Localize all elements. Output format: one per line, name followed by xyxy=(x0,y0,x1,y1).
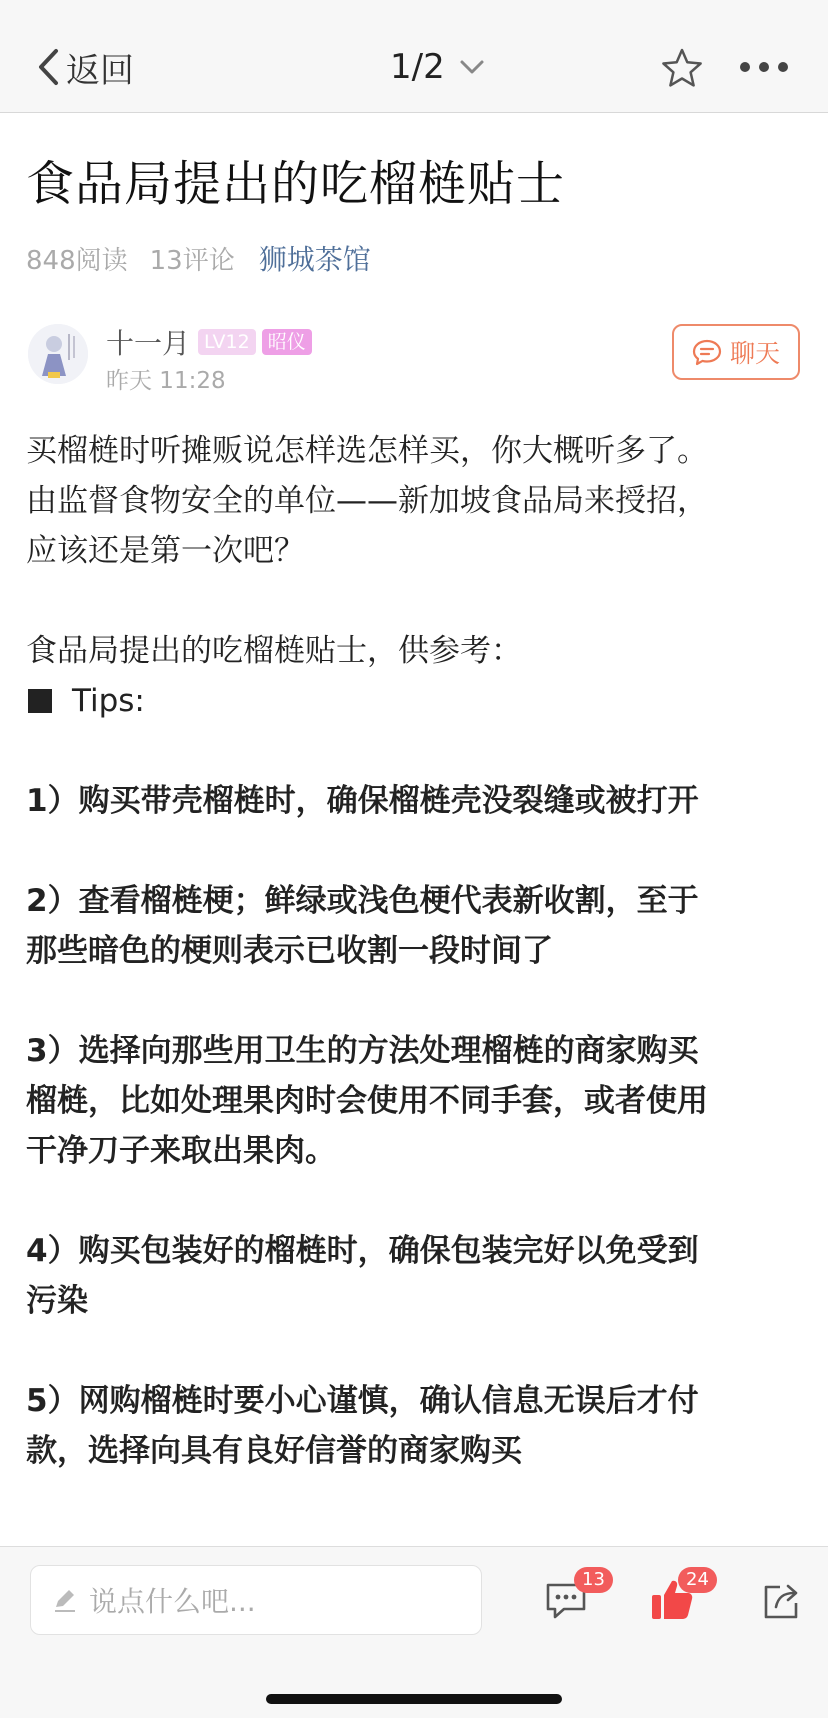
tips-label: Tips: xyxy=(72,683,145,719)
top-navigation-bar xyxy=(0,0,828,113)
bottom-action-bar xyxy=(0,1546,828,1718)
comment-input[interactable] xyxy=(30,1565,482,1635)
tip-line: 款，选择向具有良好信誉的商家购买 xyxy=(26,1433,522,1469)
more-icon[interactable] xyxy=(740,55,788,79)
back-chevron-icon xyxy=(36,47,62,87)
more-dot xyxy=(759,62,769,72)
paragraph-line: 由监督食物安全的单位——新加坡食品局来授招， xyxy=(26,483,708,519)
tip-line: 3）选择向那些用卫生的方法处理榴梿的商家购买 xyxy=(26,1033,699,1069)
article-meta xyxy=(26,238,371,278)
home-indicator xyxy=(266,1694,562,1704)
spacer xyxy=(26,1176,816,1226)
chat-button[interactable] xyxy=(672,324,800,380)
article-title: 食品局提出的吃榴梿贴士 xyxy=(26,156,566,212)
tip-line: 1）购买带壳榴梿时，确保榴梿壳没裂缝或被打开 xyxy=(26,783,699,819)
article-body xyxy=(26,426,816,1476)
comment-count-text: 13评论 xyxy=(149,245,235,276)
rank-badge: 昭仪 xyxy=(262,329,312,355)
more-dot xyxy=(778,62,788,72)
forum-link[interactable]: 狮城茶馆 xyxy=(258,243,371,276)
back-button[interactable] xyxy=(36,44,134,90)
spacer xyxy=(26,576,816,626)
back-label: 返回 xyxy=(66,50,134,91)
chevron-down-icon xyxy=(459,58,485,76)
tip-line: 那些暗色的梗则表示已收割一段时间了 xyxy=(26,933,553,969)
pencil-icon xyxy=(51,1586,79,1614)
chat-bubble-icon xyxy=(692,338,722,366)
spacer xyxy=(26,826,816,876)
avatar-image xyxy=(28,324,88,384)
tip-line: 4）购买包装好的榴梿时，确保包装完好以免受到 xyxy=(26,1233,699,1269)
comment-placeholder: 说点什么吧... xyxy=(89,1585,256,1618)
spacer xyxy=(26,726,816,776)
like-count-badge: 24 xyxy=(678,1567,717,1593)
share-icon[interactable] xyxy=(762,1581,802,1621)
comment-count-badge: 13 xyxy=(574,1567,613,1593)
page-indicator: 1/2 xyxy=(390,47,445,87)
paragraph-line: 食品局提出的吃榴梿贴士，供参考： xyxy=(26,633,522,669)
page-selector[interactable] xyxy=(390,44,485,90)
paragraph-line: 买榴梿时听摊贩说怎样选怎样买，你大概听多了。 xyxy=(26,433,708,469)
spacer xyxy=(26,976,816,1026)
spacer xyxy=(26,1326,816,1376)
more-dot xyxy=(740,62,750,72)
author-info xyxy=(106,324,318,360)
read-count: 848阅读 xyxy=(26,245,128,276)
tip-line: 污染 xyxy=(26,1283,88,1319)
level-badge: LV12 xyxy=(198,329,256,355)
tips-heading xyxy=(26,676,816,726)
tip-line: 榴梿，比如处理果肉时会使用不同手套，或者使用 xyxy=(26,1083,708,1119)
tip-line: 干净刀子来取出果肉。 xyxy=(26,1133,336,1169)
avatar[interactable] xyxy=(28,324,88,384)
star-icon[interactable] xyxy=(660,46,704,90)
chat-label: 聊天 xyxy=(729,339,780,368)
post-time: 昨天 11:28 xyxy=(106,368,226,394)
tip-line: 5）网购榴梿时要小心谨慎，确认信息无误后才付 xyxy=(26,1383,699,1419)
square-bullet-icon xyxy=(28,689,52,713)
author-name[interactable]: 十一月 xyxy=(106,327,191,360)
tip-line: 2）查看榴梿梗；鲜绿或浅色梗代表新收割，至于 xyxy=(26,883,699,919)
paragraph-line: 应该还是第一次吧？ xyxy=(26,533,305,569)
